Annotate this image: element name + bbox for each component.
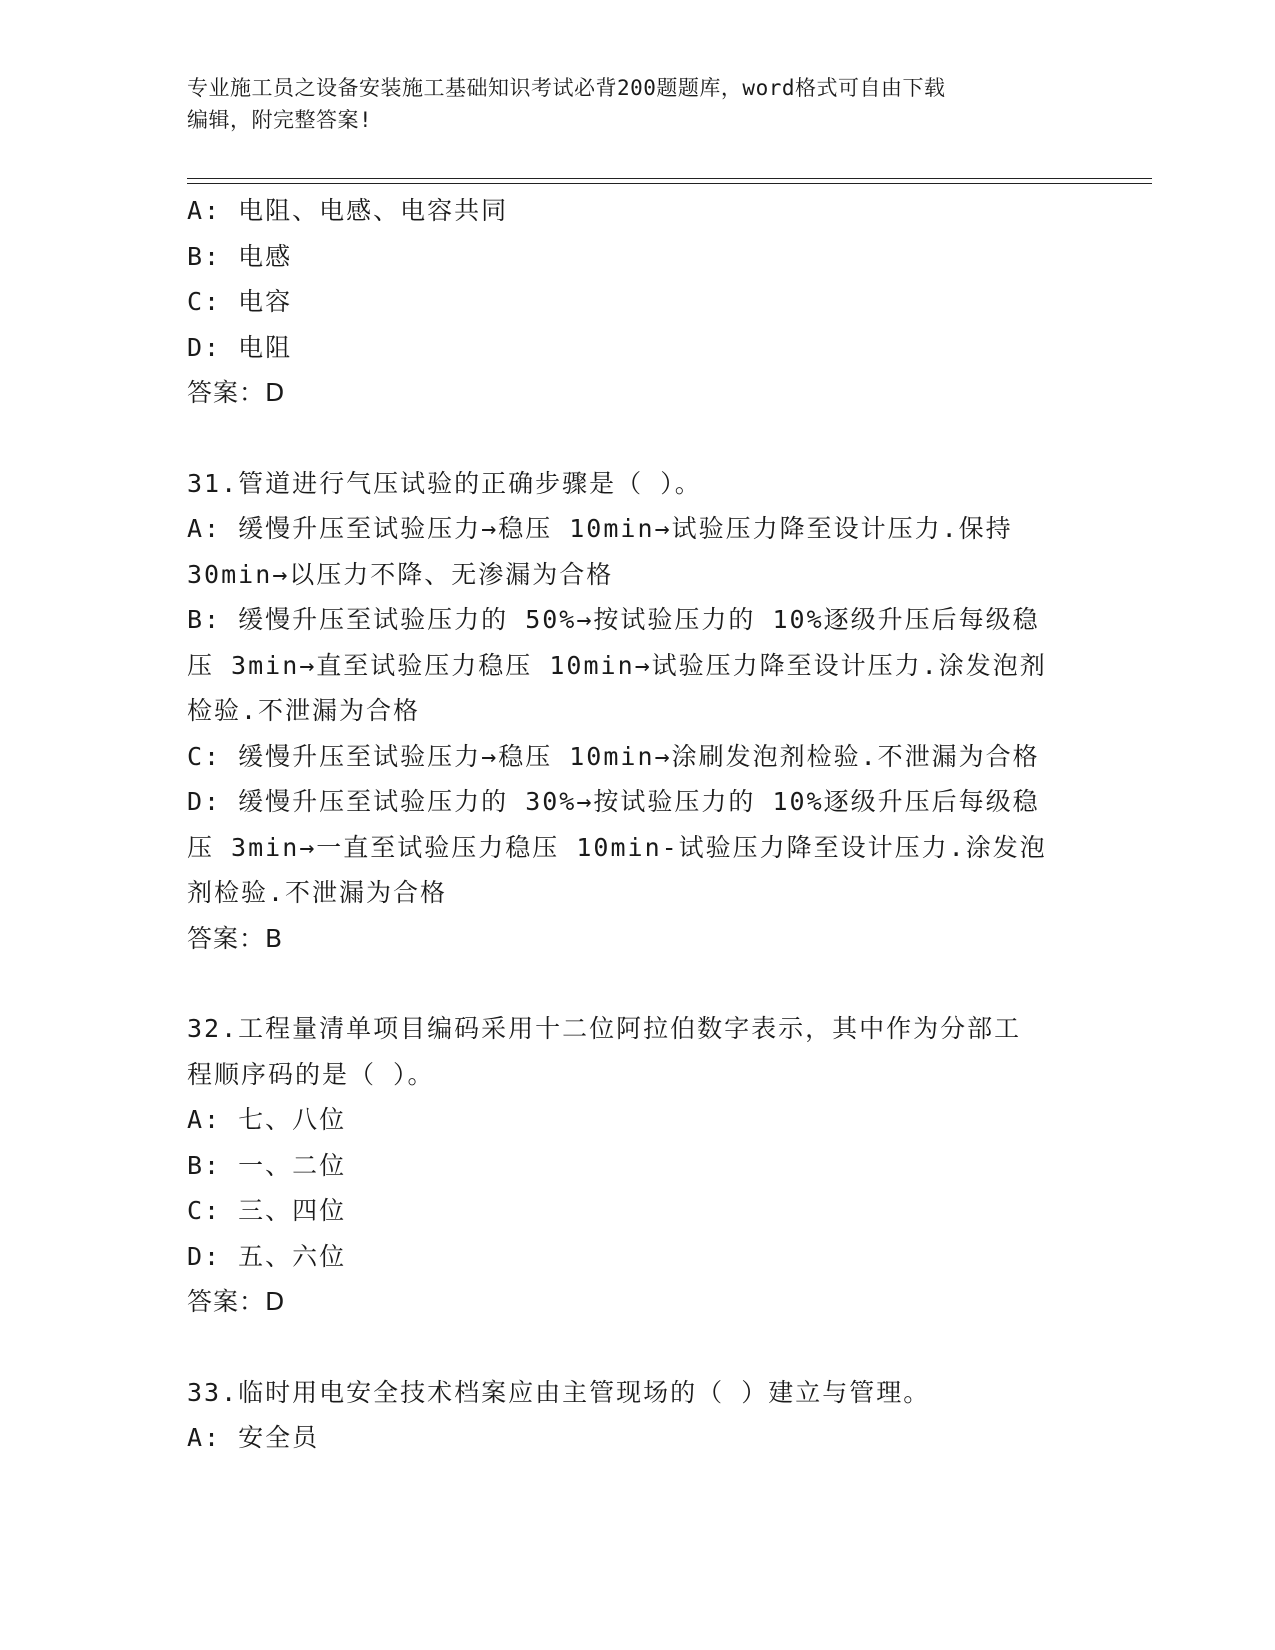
question-31-block — [187, 461, 1087, 962]
option-a: A: 电阻、电感、电容共同 — [187, 196, 509, 225]
option-b-line-1: B: 缓慢升压至试验压力的 50%→按试验压力的 10%逐级升压后每级稳 — [187, 605, 1040, 634]
header-line-1: 专业施工员之设备安装施工基础知识考试必背200题题库，word格式可自由下载 — [187, 76, 946, 100]
option-a-line-1: A: 缓慢升压至试验压力→稳压 10min→试验压力降至设计压力.保持 — [187, 514, 1013, 543]
question-text-line-2: 程顺序码的是（ ）。 — [187, 1059, 435, 1089]
option-d-line-3: 剂检验.不泄漏为合格 — [187, 878, 448, 907]
option-d-line-2: 压 3min→一直至试验压力稳压 10min-试验压力降至设计压力.涂发泡 — [187, 832, 1047, 862]
option-c: C: 三、四位 — [187, 1196, 347, 1225]
header-line-2: 编辑，附完整答案! — [187, 108, 373, 132]
spacer — [187, 1325, 1087, 1370]
option-b-line-3: 检验.不泄漏为合格 — [187, 696, 421, 725]
option-a-line-2: 30min→以压力不降、无渗漏为合格 — [187, 559, 614, 589]
option-b-line-2: 压 3min→直至试验压力稳压 10min→试验压力降至设计压力.涂发泡剂 — [187, 650, 1047, 680]
option-b: B: 一、二位 — [187, 1150, 347, 1180]
document-body — [187, 188, 1087, 1461]
question-text: 33.临时用电安全技术档案应由主管现场的（ ）建立与管理。 — [187, 1377, 931, 1407]
option-a: A: 七、八位 — [187, 1105, 347, 1134]
option-a: A: 安全员 — [187, 1423, 320, 1452]
document-header — [187, 72, 1067, 136]
option-b: B: 电感 — [187, 241, 293, 271]
option-d-line-1: D: 缓慢升压至试验压力的 30%→按试验压力的 10%逐级升压后每级稳 — [187, 787, 1040, 816]
answer: 答案：D — [187, 378, 286, 407]
option-d: D: 五、六位 — [187, 1241, 347, 1271]
question-text: 31.管道进行气压试验的正确步骤是（ ）。 — [187, 468, 702, 498]
option-c: C: 电容 — [187, 287, 293, 316]
header-divider-bottom — [187, 183, 1152, 184]
header-divider-top — [187, 178, 1152, 179]
option-d: D: 电阻 — [187, 332, 293, 362]
question-33-block — [187, 1370, 1087, 1461]
question-32-block — [187, 1006, 1087, 1325]
spacer — [187, 961, 1087, 1006]
question-text-line-1: 32.工程量清单项目编码采用十二位阿拉伯数字表示，其中作为分部工 — [187, 1014, 1022, 1043]
spacer — [187, 416, 1087, 461]
option-c-line-1: C: 缓慢升压至试验压力→稳压 10min→涂刷发泡剂检验.不泄漏为合格 — [187, 741, 1040, 771]
answer: 答案：D — [187, 1287, 286, 1316]
answer: 答案：B — [187, 923, 284, 953]
question-30-block — [187, 188, 1087, 416]
